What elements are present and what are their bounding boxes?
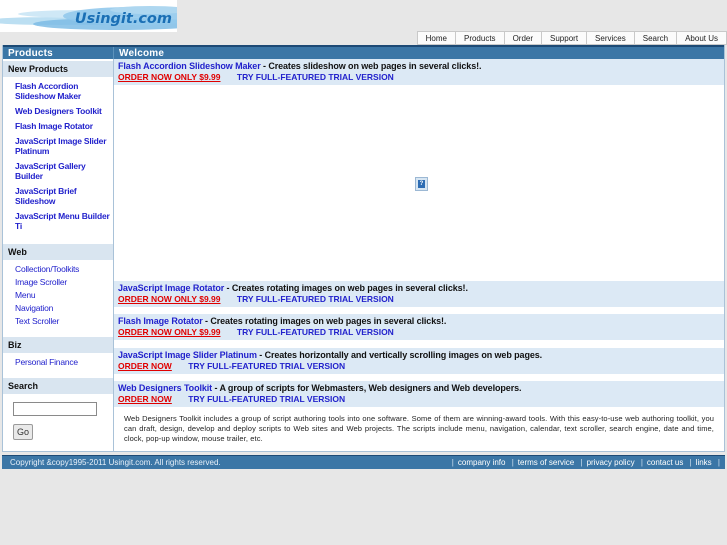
block-gap [114,374,724,381]
product-link[interactable]: JavaScript Image Slider Platinum [118,350,257,360]
sidebar-section-biz: Biz [3,335,113,353]
order-now-link[interactable]: ORDER NOW ONLY $9.99 [118,327,221,337]
sidebar-link-menu[interactable]: Menu [15,290,36,300]
product-block-flash-accordion-slideshow-maker [114,59,724,85]
sidebar-section-web: Web [3,242,113,260]
main-content [114,59,724,451]
trial-version-link[interactable]: TRY FULL-FEATURED TRIAL VERSION [236,72,394,82]
block-gap [114,340,724,348]
sidebar-link-flash-accordion-slideshow-maker[interactable]: Flash Accordion Slideshow Maker [15,81,81,101]
product-link[interactable]: Web Designers Toolkit [118,383,213,393]
sidebar-link-text-scroller[interactable]: Text Scroller [15,316,60,326]
sidebar-link-flash-image-rotator[interactable]: Flash Image Rotator [15,121,93,131]
logo-text: Usingit.com [74,11,172,27]
product-block-flash-image-rotator [114,314,724,340]
broken-image-icon [415,177,428,191]
page-frame [2,45,725,452]
footer-link-terms-of-service[interactable]: | terms of service [508,458,575,467]
product-description: - Creates horizontally and vertically scrolling images on web pages. [259,350,543,360]
nav-support[interactable]: Support [541,31,586,45]
new-products-links [3,77,113,242]
trial-version-link[interactable]: TRY FULL-FEATURED TRIAL VERSION [188,394,346,404]
top-nav [417,31,727,45]
footer-link-privacy-policy[interactable]: | privacy policy [576,458,634,467]
broken-image-glyph: ? [419,181,424,187]
nav-services[interactable]: Services [586,31,634,45]
sidebar-link-personal-finance[interactable]: Personal Finance [15,357,78,367]
sidebar-link-navigation[interactable]: Navigation [15,303,54,313]
order-now-link[interactable]: ORDER NOW [118,361,172,371]
order-now-link[interactable]: ORDER NOW ONLY $9.99 [118,294,221,304]
search-area [3,394,113,440]
product-link[interactable]: Flash Accordion Slideshow Maker [118,61,261,71]
logo[interactable] [0,0,177,32]
footer-link-links[interactable]: | links [686,458,712,467]
sidebar-link-javascript-brief-slideshow[interactable]: JavaScript Brief Slideshow [15,186,77,206]
nav-search[interactable]: Search [634,31,676,45]
order-now-link[interactable]: ORDER NOW ONLY $9.99 [118,72,221,82]
product-block-javascript-image-rotator [114,281,724,307]
footer-link-company-info[interactable]: | company info [448,458,506,467]
trial-version-link[interactable]: TRY FULL-FEATURED TRIAL VERSION [236,327,394,337]
sidebar-link-javascript-gallery-builder[interactable]: JavaScript Gallery Builder [15,161,86,181]
trial-version-link[interactable]: TRY FULL-FEATURED TRIAL VERSION [188,361,346,371]
nav-home[interactable]: Home [417,31,455,45]
block-gap [114,307,724,314]
product-link[interactable]: Flash Image Rotator [118,316,203,326]
nav-products[interactable]: Products [455,31,504,45]
product-description: - Creates rotating images on web pages in several clicks!. [205,316,447,326]
page-title: Welcome [119,48,165,59]
product-block-javascript-image-slider-platinum [114,348,724,374]
product-details [114,407,724,451]
product-description: - Creates slideshow on web pages in several clicks!. [263,61,482,71]
order-now-link[interactable]: ORDER NOW [118,394,172,404]
biz-links [3,353,113,376]
sidebar-link-web-designers-toolkit[interactable]: Web Designers Toolkit [15,106,102,116]
search-input[interactable] [13,402,97,416]
sidebar-link-javascript-image-slider-platinum[interactable]: JavaScript Image Slider Platinum [15,136,107,156]
product-block-web-designers-toolkit [114,381,724,407]
product-description: - Creates rotating images on web pages in several clicks!. [226,283,468,293]
nav-about-us[interactable]: About Us [676,31,727,45]
product-image-area [114,85,724,281]
sidebar-title: Products [3,47,114,59]
sidebar-section-search: Search [3,376,113,394]
search-go-button[interactable]: Go [13,424,33,440]
sidebar-link-javascript-menu-builder-ti[interactable]: JavaScript Menu Builder Ti [15,211,110,231]
body-row [3,59,724,451]
copyright-text: Copyright &copy1995-2011 Usingit.com. All rights reserved. [10,458,221,467]
nav-order[interactable]: Order [504,31,541,45]
logo-swoosh-graphic [0,0,177,32]
trial-version-link[interactable]: TRY FULL-FEATURED TRIAL VERSION [236,294,394,304]
sidebar-link-collection-toolkits[interactable]: Collection/Toolkits [15,264,80,274]
footer [2,455,725,469]
sidebar-link-image-scroller[interactable]: Image Scroller [15,277,67,287]
sidebar [3,59,114,451]
web-links [3,260,113,335]
title-bar [3,45,724,59]
sidebar-section-new-products: New Products [3,59,113,77]
footer-link-contact-us[interactable]: | contact us [637,458,684,467]
toolkit-paragraph-1: Web Designers Toolkit includes a group of script authoring tools into one software. Some of them are winning-award tools. With this easy-to-use web authoring toolkit, you can draft, design, develop and deploy scripts to Web sites and Web projects. The scripts include menu, navigation, calendar, text scroller, search engine, date and time, clock, pop-up window, mouse trailer, etc. [124,414,714,443]
product-description: - A group of scripts for Webmasters, Web designers and Web developers. [214,383,522,393]
product-link[interactable]: JavaScript Image Rotator [118,283,225,293]
footer-links [448,458,720,467]
